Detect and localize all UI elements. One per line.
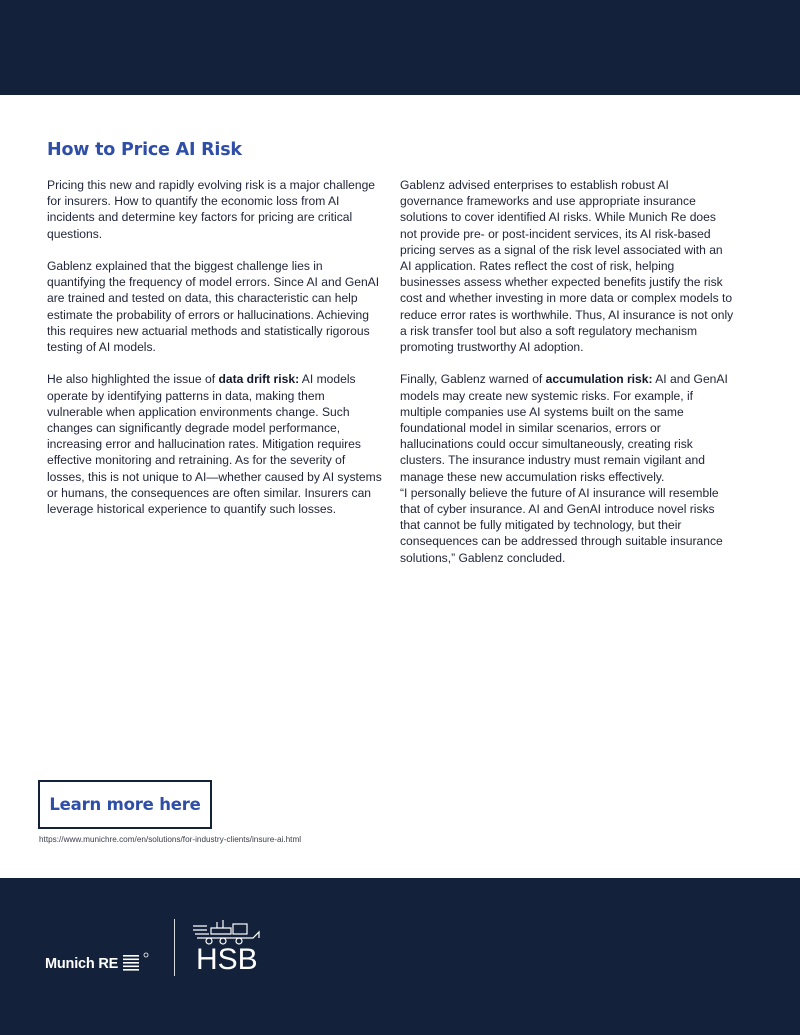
paragraph-data-drift — [47, 371, 382, 517]
paragraph-accumulation-prefix: Finally, Gablenz warned of — [400, 372, 546, 387]
paragraph-data-drift-body: AI models operate by identifying patterns in data, making them vulnerable when application environments change. Such changes can significantly degrade model performance, increasing error and hallucination rates. Mitigation requires effective monitoring and retraining. As for the severity of losses, this is not unique to AI—whether caused by AI systems or humans, the consequences are often similar. Insurers can leverage historical experience to quantify such losses. — [47, 372, 382, 517]
paragraph-pricing-challenge: Pricing this new and rapidly evolving risk is a major challenge for insurers. How to quantify the economic loss from AI incidents and determine key factors for pricing are critical questions. — [47, 178, 376, 241]
hsb-wordmark: HSB — [196, 943, 258, 976]
learn-more-url[interactable]: https://www.munichre.com/en/solutions/for-industry-clients/insure-ai.html — [39, 835, 302, 844]
paragraph-accumulation — [400, 371, 735, 484]
munich-re-wordmark: Munich RE — [45, 956, 119, 972]
learn-more-button[interactable] — [38, 780, 212, 829]
learn-more-label: Learn more here — [49, 795, 201, 814]
footer-band — [0, 878, 800, 1035]
paragraph-data-drift-prefix: He also highlighted the issue of — [47, 372, 219, 387]
hsb-locomotive-icon — [193, 918, 265, 946]
paragraph-governance: Gablenz advised enterprises to establish robust AI governance frameworks and use appropriate insurance solutions to cover identified AI risks. While Munich Re does not provide pre- or post-incident services, its AI risk-based pricing serves as a signal of the risk level associated with an AI application. Rates reflect the cost of risk, helping businesses assess whether expected benefits justify the risk cost and whether investing in more data or complex models to reduce error rates is worthwhile. Thus, AI insurance is not only a risk transfer tool but also a soft regulatory mechanism promoting trustworthy AI adoption. — [400, 178, 734, 355]
munich-re-emblem-icon — [121, 951, 151, 977]
accumulation-risk-term: accumulation risk: — [545, 372, 653, 387]
left-column — [47, 177, 382, 517]
top-banner — [0, 0, 800, 95]
section-heading: How to Price AI Risk — [47, 140, 242, 160]
closing-quote: “I personally believe the future of AI insurance will resemble that of cyber insurance. AI and GenAI introduce novel risks that cannot be fully mitigated by technology, but their consequences can be addressed through suitable insurance solutions,” Gablenz concluded. — [400, 485, 723, 565]
logo-divider — [174, 919, 175, 976]
right-column — [400, 177, 735, 566]
data-drift-risk-term: data drift risk: — [218, 372, 300, 387]
munich-re-logo — [45, 951, 151, 977]
paragraph-model-errors: Gablenz explained that the biggest challenge lies in quantifying the frequency of model errors. Since AI and GenAI are trained and tested on data, this characteristic can help estimate the probability of errors or hallucinations. Achieving this requires new actuarial methods and statistically rigorous testing of AI models. — [47, 259, 380, 355]
paragraph-accumulation-body: AI and GenAI models may create new systemic risks. For example, if multiple companies use AI systems built on the same foundational model in similar scenarios, errors or hallucinations could occur simultaneously, creating risk clusters. The insurance industry must remain vigilant and manage these new accumulation risks effectively. — [400, 372, 728, 484]
